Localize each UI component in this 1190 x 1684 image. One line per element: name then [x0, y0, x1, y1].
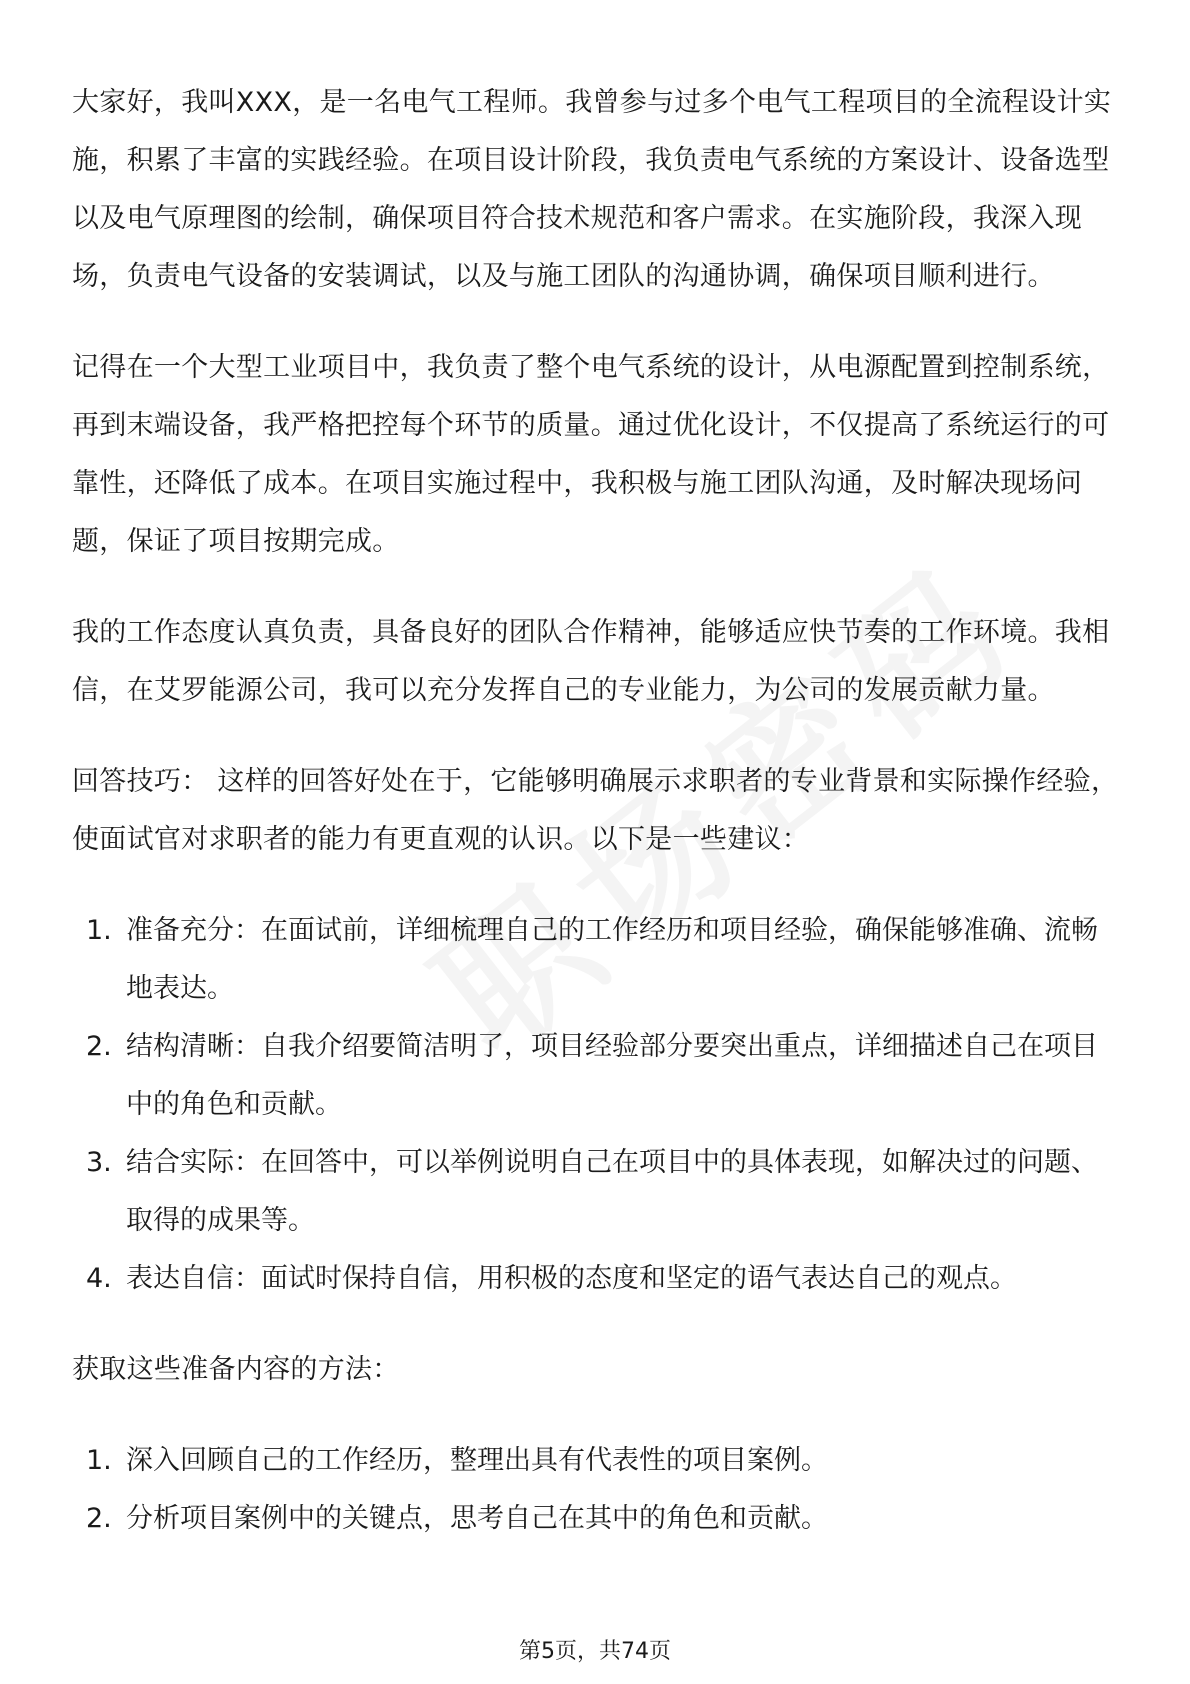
tips-intro-paragraph: 回答技巧： 这样的回答好处在于，它能够明确展示求职者的专业背景和实际操作经验，使面试官对求职者的能力有更直观的认识。以下是一些建议：: [72, 766, 1119, 855]
methods-list: [72, 1432, 1124, 1548]
intro-paragraph: 大家好，我叫XXX，是一名电气工程师。我曾参与过多个电气工程项目的全流程设计实施，积累了丰富的实践经验。在项目设计阶段，我负责电气系统的方案设计、设备选型以及电气原理图的绘制，确保项目符合技术规范和客户需求。在实施阶段，我深入现场，负责电气设备的安装调试，以及与施工团队的沟通协调，确保项目顺利进行。: [72, 87, 1112, 292]
list-number: 3.: [86, 1147, 112, 1178]
list-number: 1.: [86, 1445, 112, 1476]
list-number: 4.: [86, 1263, 112, 1294]
list-item: [72, 1018, 1124, 1134]
attitude-paragraph: 我的工作态度认真负责，具备良好的团队合作精神，能够适应快节奏的工作环境。我相信，在艾罗能源公司，我可以充分发挥自己的专业能力，为公司的发展贡献力量。: [72, 617, 1110, 706]
list-item-text: 表达自信：面试时保持自信，用积极的态度和坚定的语气表达自己的观点。: [126, 1263, 1017, 1294]
page-footer: 第5页，共74页: [519, 1639, 671, 1664]
tips-list: [72, 902, 1124, 1308]
list-item: [72, 1134, 1124, 1250]
list-number: 2.: [86, 1031, 112, 1062]
list-item: [72, 1250, 1124, 1308]
methods-heading: 获取这些准备内容的方法：: [72, 1354, 400, 1385]
list-number: 1.: [86, 915, 112, 946]
list-number: 2.: [86, 1503, 112, 1534]
project-paragraph: 记得在一个大型工业项目中，我负责了整个电气系统的设计，从电源配置到控制系统，再到末端设备，我严格把控每个环节的质量。通过优化设计，不仅提高了系统运行的可靠性，还降低了成本。在项目实施过程中，我积极与施工团队沟通，及时解决现场问题，保证了项目按期完成。: [72, 352, 1110, 557]
document-body: [72, 74, 1124, 1581]
list-item-text: 结构清晰：自我介绍要简洁明了，项目经验部分要突出重点，详细描述自己在项目中的角色和贡献。: [126, 1031, 1098, 1120]
list-item-text: 结合实际：在回答中，可以举例说明自己在项目中的具体表现，如解决过的问题、取得的成果等。: [126, 1147, 1098, 1236]
list-item-text: 分析项目案例中的关键点，思考自己在其中的角色和贡献。: [126, 1503, 828, 1534]
list-item-text: 准备充分：在面试前，详细梳理自己的工作经历和项目经验，确保能够准确、流畅地表达。: [126, 915, 1098, 1004]
list-item: [72, 1432, 1124, 1490]
list-item-text: 深入回顾自己的工作经历，整理出具有代表性的项目案例。: [126, 1445, 828, 1476]
list-item: [72, 1490, 1124, 1548]
list-item: [72, 902, 1124, 1018]
